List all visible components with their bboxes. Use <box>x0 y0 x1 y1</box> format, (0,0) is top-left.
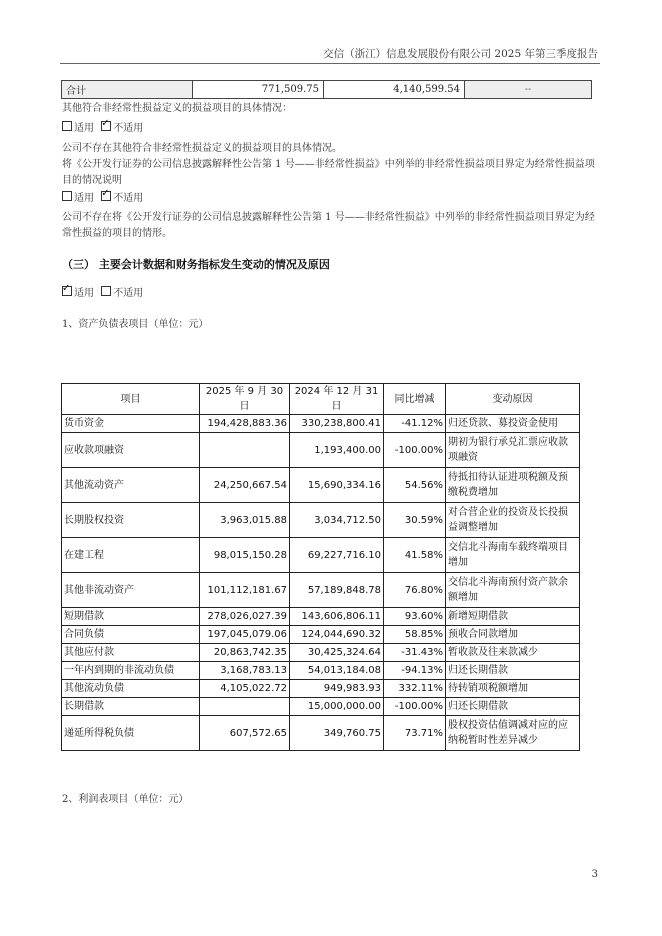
row-prior-value: 15,690,334.16 <box>290 468 384 503</box>
column-header-prior: 2024 年 12 月 31 日 <box>290 384 384 415</box>
balance-sheet-table <box>61 383 580 751</box>
report-header-title: 交信（浙江）信息发展股份有限公司 2025 年第三季度报告 <box>323 48 598 60</box>
checkbox-apply-unchecked <box>62 191 72 201</box>
option-not-apply-label: 不适用 <box>113 123 144 134</box>
row-item: 应收款项融资 <box>62 433 200 468</box>
summary-total-value-3: -- <box>465 81 592 99</box>
header-divider <box>60 63 600 64</box>
row-change: 73.71% <box>384 716 446 751</box>
table-row <box>62 468 580 503</box>
reclassification-statement: 公司不存在将《公开发行证券的公司信息披露解释性公告第 1 号——非经常性损益》中列举的非经常性损益项目界定为经常性损益的项目的情形。 <box>62 212 595 239</box>
row-current-value: 24,250,667.54 <box>200 468 290 503</box>
checkbox-apply-checked <box>62 286 72 296</box>
checkbox-not-apply-checked <box>101 121 111 131</box>
column-header-current: 2025 年 9 月 30 日 <box>200 384 290 415</box>
row-reason: 归还长期借款 <box>446 662 580 680</box>
summary-total-row <box>62 81 592 99</box>
column-header-item: 项目 <box>62 384 200 415</box>
row-change: 54.56% <box>384 468 446 503</box>
table-row <box>62 680 580 698</box>
row-change: 30.59% <box>384 503 446 538</box>
row-prior-value: 143,606,806.11 <box>290 608 384 626</box>
page-number: 3 <box>591 869 598 880</box>
summary-total-label: 合计 <box>62 81 193 99</box>
row-item: 其他非流动资产 <box>62 573 200 608</box>
row-change: -94.13% <box>384 662 446 680</box>
row-reason: 期初为银行承兑汇票应收款项融资 <box>446 433 580 468</box>
table-row <box>62 503 580 538</box>
row-prior-value: 1,193,400.00 <box>290 433 384 468</box>
row-reason: 新增短期借款 <box>446 608 580 626</box>
table-row <box>62 433 580 468</box>
income-statement-caption: 2、利润表项目（单位：元） <box>62 794 189 805</box>
checkbox-apply-unchecked <box>62 121 72 131</box>
row-reason: 待转销项税额增加 <box>446 680 580 698</box>
row-item: 其他流动负债 <box>62 680 200 698</box>
column-header-change: 同比增减 <box>384 384 446 415</box>
table-row <box>62 608 580 626</box>
row-prior-value: 57,189,848.78 <box>290 573 384 608</box>
row-current-value: 197,045,079.06 <box>200 626 290 644</box>
summary-table <box>61 80 592 99</box>
option-apply-label: 适用 <box>74 123 94 134</box>
row-item: 长期股权投资 <box>62 503 200 538</box>
row-reason: 股权投资估值调减对应的应纳税暂时性差异减少 <box>446 716 580 751</box>
row-item: 货币资金 <box>62 415 200 433</box>
row-change: -31.43% <box>384 644 446 662</box>
row-current-value: 101,112,181.67 <box>200 573 290 608</box>
row-change: -100.00% <box>384 433 446 468</box>
row-current-value <box>200 698 290 716</box>
table-row <box>62 698 580 716</box>
applicability-options-1 <box>62 121 143 137</box>
row-prior-value: 124,044,690.32 <box>290 626 384 644</box>
table-row <box>62 626 580 644</box>
row-change: 58.85% <box>384 626 446 644</box>
row-prior-value: 3,034,712.50 <box>290 503 384 538</box>
row-reason: 交信北斗海南车载终端项目增加 <box>446 538 580 573</box>
row-change: 76.80% <box>384 573 446 608</box>
row-current-value: 194,428,883.36 <box>200 415 290 433</box>
option-not-apply-label: 不适用 <box>113 193 144 204</box>
row-reason: 归还贷款、募投资金使用 <box>446 415 580 433</box>
row-current-value: 3,963,015.88 <box>200 503 290 538</box>
row-reason: 对合营企业的投资及长投损益调整增加 <box>446 503 580 538</box>
row-current-value: 98,015,150.28 <box>200 538 290 573</box>
row-change: -100.00% <box>384 698 446 716</box>
section-3-heading: （三） 主要会计数据和财务指标发生变动的情况及原因 <box>62 258 330 271</box>
row-current-value <box>200 433 290 468</box>
option-apply-label: 适用 <box>74 193 94 204</box>
checkbox-not-apply-unchecked <box>101 286 111 296</box>
column-header-reason: 变动原因 <box>446 384 580 415</box>
table-header-row <box>62 384 580 415</box>
row-reason: 归还长期借款 <box>446 698 580 716</box>
row-current-value: 20,863,742.35 <box>200 644 290 662</box>
row-change: -41.12% <box>384 415 446 433</box>
option-apply-label: 适用 <box>74 288 94 299</box>
reclassification-intro: 将《公开发行证券的公司信息披露解释性公告第 1 号——非经常性损益》中列举的非经常性损益项目界定为经常性损益项目的情况说明 <box>62 159 595 186</box>
row-reason: 预收合同款增加 <box>446 626 580 644</box>
summary-total-value-1: 771,509.75 <box>193 81 324 99</box>
row-reason: 待抵扣待认证进项税额及预缴税费增加 <box>446 468 580 503</box>
table-row <box>62 644 580 662</box>
table-row <box>62 662 580 680</box>
table-row <box>62 716 580 751</box>
checkbox-not-apply-checked <box>101 191 111 201</box>
row-item: 其他流动资产 <box>62 468 200 503</box>
row-item: 其他应付款 <box>62 644 200 662</box>
row-current-value: 607,572.65 <box>200 716 290 751</box>
row-prior-value: 330,238,800.41 <box>290 415 384 433</box>
row-change: 93.60% <box>384 608 446 626</box>
balance-sheet-caption: 1、资产负债表项目（单位：元） <box>62 319 209 330</box>
row-prior-value: 15,000,000.00 <box>290 698 384 716</box>
row-prior-value: 30,425,324.64 <box>290 644 384 662</box>
row-item: 递延所得税负债 <box>62 716 200 751</box>
applicability-options-2 <box>62 191 143 207</box>
row-reason: 交信北斗海南预付资产款余额增加 <box>446 573 580 608</box>
table-row <box>62 538 580 573</box>
row-prior-value: 69,227,716.10 <box>290 538 384 573</box>
row-current-value: 3,168,783.13 <box>200 662 290 680</box>
row-change: 41.58% <box>384 538 446 573</box>
row-current-value: 278,026,027.39 <box>200 608 290 626</box>
summary-total-value-2: 4,140,599.54 <box>324 81 465 99</box>
row-reason: 暂收款及往来款减少 <box>446 644 580 662</box>
row-item: 长期借款 <box>62 698 200 716</box>
table-row <box>62 573 580 608</box>
row-item: 在建工程 <box>62 538 200 573</box>
table-row <box>62 415 580 433</box>
other-items-intro: 其他符合非经常性损益定义的损益项目的具体情况： <box>62 103 292 114</box>
row-item: 一年内到期的非流动负债 <box>62 662 200 680</box>
option-not-apply-label: 不适用 <box>113 288 144 299</box>
row-current-value: 4,105,022.72 <box>200 680 290 698</box>
other-items-statement: 公司不存在其他符合非经常性损益定义的损益项目的具体情况。 <box>62 143 342 154</box>
row-prior-value: 949,983.93 <box>290 680 384 698</box>
row-item: 短期借款 <box>62 608 200 626</box>
row-change: 332.11% <box>384 680 446 698</box>
row-prior-value: 54,013,184.08 <box>290 662 384 680</box>
row-item: 合同负债 <box>62 626 200 644</box>
applicability-options-3 <box>62 286 143 302</box>
row-prior-value: 349,760.75 <box>290 716 384 751</box>
